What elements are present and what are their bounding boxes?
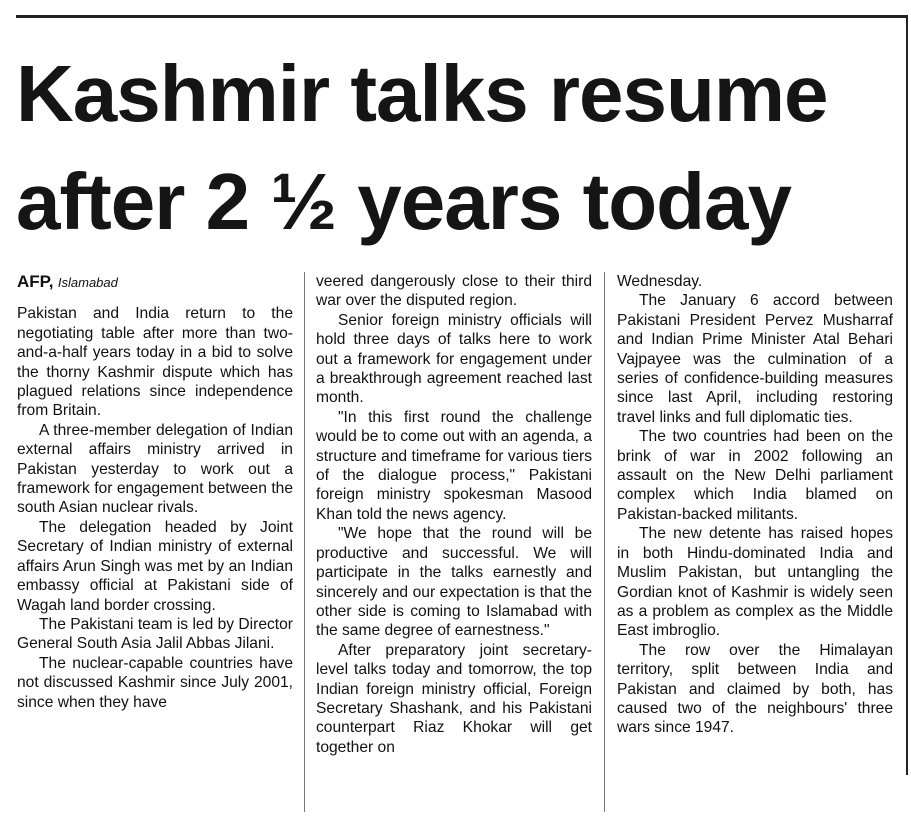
byline-dateline: Islamabad bbox=[57, 275, 118, 290]
paragraph: A three-member delegation of Indian external affairs ministry arrived in Pakistan yesterday to work out a framework for engagement between the south Asian nuclear rivals. bbox=[17, 421, 293, 517]
headline-line-2: after 2 ½ years today bbox=[16, 157, 791, 246]
paragraph: The January 6 accord between Pakistani President Pervez Musharraf and Indian Prime Minister Atal Behari Vajpayee was the culmination of a series of confidence-building measures since last April, including restoring travel links and full diplomatic ties. bbox=[617, 292, 893, 426]
paragraph: The delegation headed by Joint Secretary of Indian ministry of external affairs Arun Singh was met by an Indian embassy official at Pakistani side of Wagah land border crossing. bbox=[17, 518, 293, 614]
paragraph: The new detente has raised hopes in both Hindu-dominated India and Muslim Pakistan, but untangling the Gordian knot of Kashmir is widely seen as a problem as complex as the Middle East imbroglio. bbox=[617, 525, 893, 640]
paragraph: The row over the Himalayan territory, split between India and Pakistan and claimed by both, has caused two of the neighbours' three wars since 1947. bbox=[617, 641, 893, 737]
article-column-1 bbox=[17, 272, 293, 712]
headline-line-1: Kashmir talks resume bbox=[16, 49, 828, 138]
paragraph: veered dangerously close to their third war over the disputed region. bbox=[316, 273, 592, 310]
column-divider bbox=[304, 272, 305, 812]
paragraph: "We hope that the round will be productive and successful. We will participate in the talks earnestly and sincerely and our expectation is that the other side is coming to Islamabad with the same degree of earnestness." bbox=[316, 525, 592, 640]
paragraph: The nuclear-capable countries have not discussed Kashmir since July 2001, since when they have bbox=[17, 654, 293, 711]
right-border-rule bbox=[906, 15, 908, 775]
byline bbox=[17, 272, 293, 292]
article-column-2 bbox=[316, 272, 592, 757]
byline-agency: AFP, bbox=[17, 272, 54, 291]
top-rule bbox=[16, 15, 906, 18]
paragraph: Pakistan and India return to the negotiating table after more than two-and-a-half years today in a bid to solve the thorny Kashmir dispute which has plagued relations since independence from Britain. bbox=[17, 305, 293, 420]
paragraph: Senior foreign ministry officials will hold three days of talks here to work out a framework for engagement under a breakthrough agreement reached last month. bbox=[316, 311, 592, 407]
paragraph: Wednesday. bbox=[617, 273, 703, 290]
paragraph: The two countries had been on the brink of war in 2002 following an assault on the New Delhi parliament complex which India blamed on Pakistan-backed militants. bbox=[617, 428, 893, 523]
paragraph: After preparatory joint secretary-level talks today and tomorrow, the top Indian foreign ministry official, Foreign Secretary Shashank, and his Pakistani counterpart Riaz Khokar will get together on bbox=[316, 641, 592, 756]
headline bbox=[16, 40, 906, 256]
column-divider bbox=[604, 272, 605, 812]
paragraph: The Pakistani team is led by Director General South Asia Jalil Abbas Jilani. bbox=[17, 615, 293, 653]
paragraph: "In this first round the challenge would be to come out with an agenda, a structure and timeframe for various tiers of the dialogue process," Pakistani foreign ministry spokesman Masood Khan told the news agency. bbox=[316, 408, 592, 523]
article-column-3 bbox=[617, 272, 893, 738]
